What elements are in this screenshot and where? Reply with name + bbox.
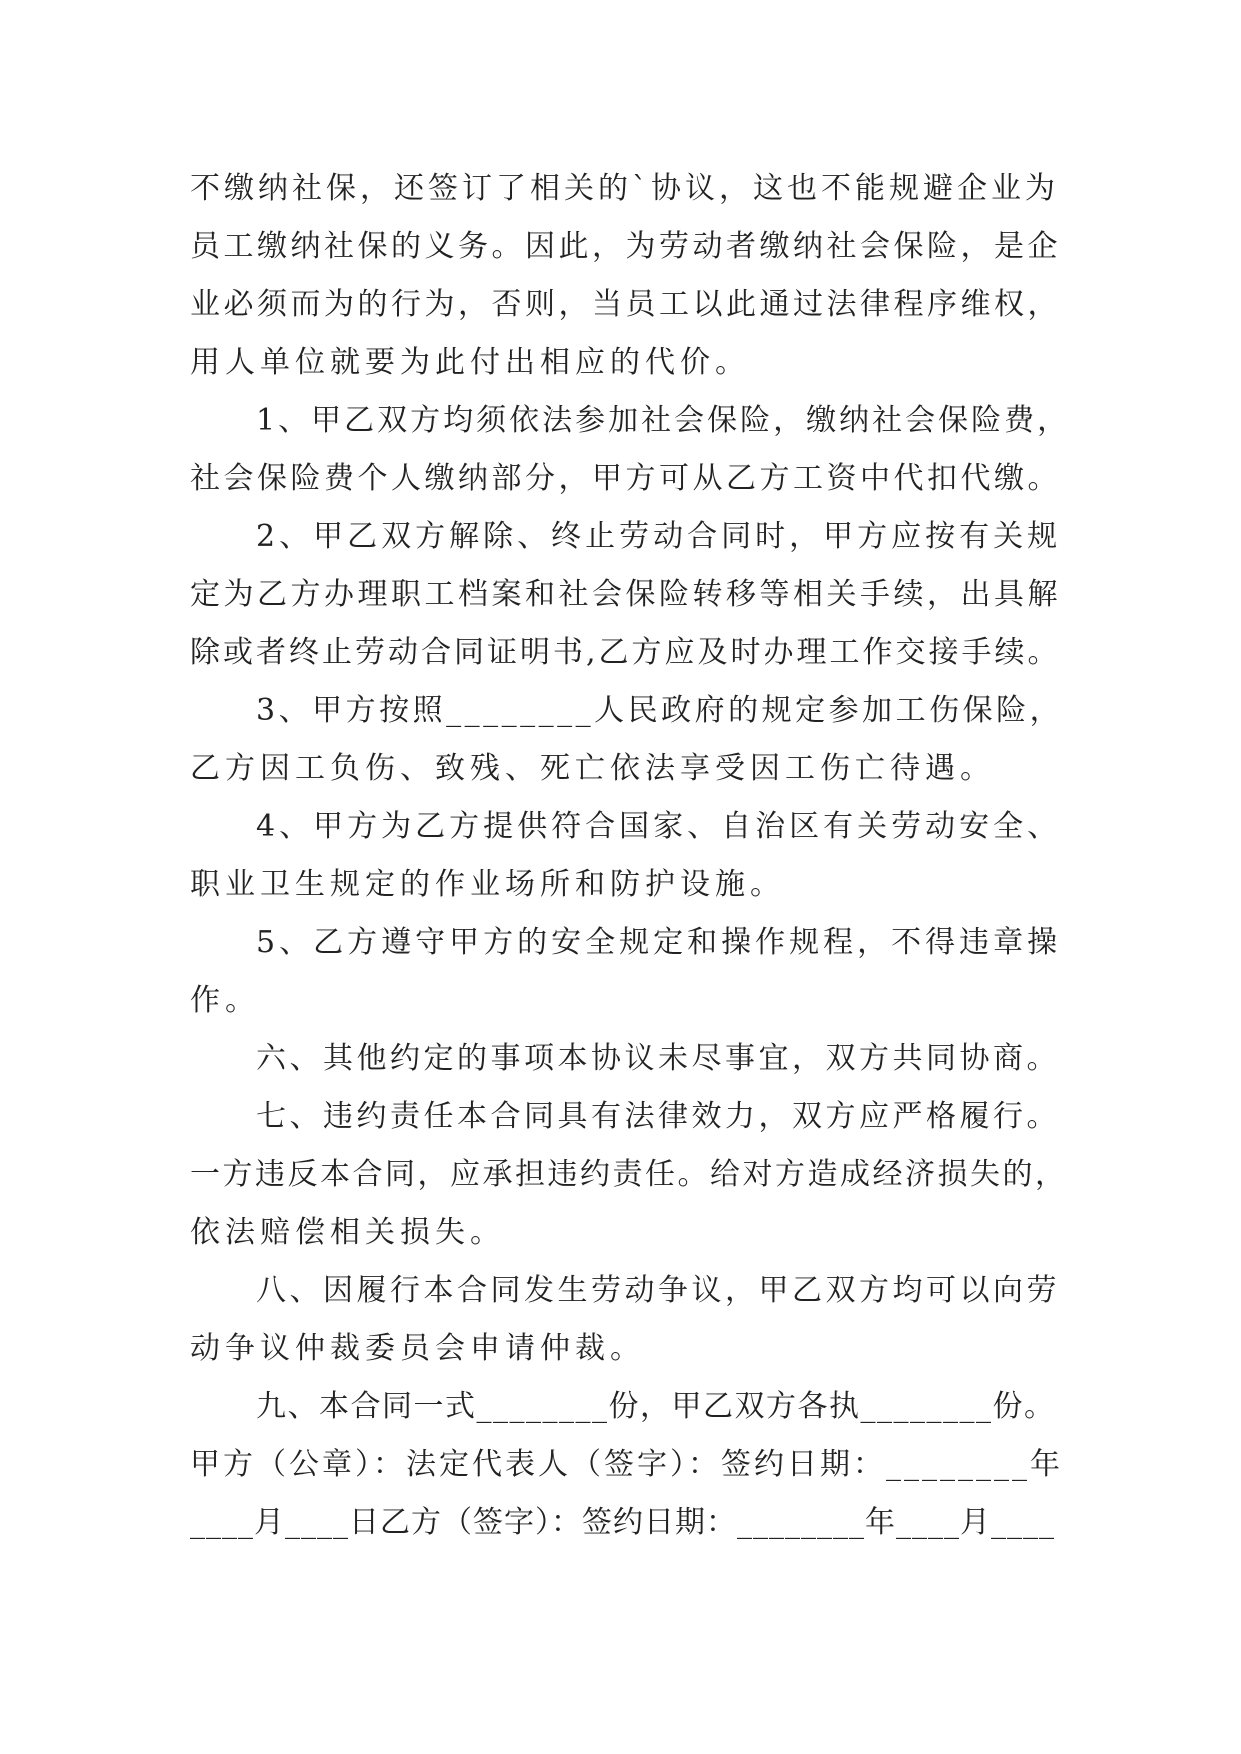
text-line: 一方违反本合同，应承担违约责任。给对方造成经济损失的，	[190, 1157, 1068, 1192]
text-line: 员工缴纳社保的义务。因此，为劳动者缴纳社会保险，是企	[190, 229, 1061, 264]
text-line: 依法赔偿相关损失。	[190, 1215, 505, 1250]
text-line: 动争议仲裁委员会申请仲裁。	[190, 1331, 645, 1366]
text-line: 业必须而为的行为，否则，当员工以此通过法律程序维权，	[190, 287, 1061, 322]
text-line: ____月____日乙方（签字）：签约日期：________年____月____	[190, 1505, 1055, 1540]
text-line: 九、本合同一式________份，甲乙双方各执________份。	[256, 1389, 1056, 1424]
text-line: 作。	[190, 983, 260, 1018]
text-line: 甲方（公章）：法定代表人（签字）：签约日期：________年	[190, 1447, 1063, 1482]
text-line: 六、其他约定的事项本协议未尽事宜，双方共同协商。	[256, 1041, 1060, 1076]
text-line: 社会保险费个人缴纳部分，甲方可从乙方工资中代扣代缴。	[190, 461, 1061, 496]
text-line: 4、甲方为乙方提供符合国家、自治区有关劳动安全、	[256, 809, 1062, 844]
text-line: 2、甲乙双方解除、终止劳动合同时，甲方应按有关规	[256, 519, 1062, 554]
text-line: 用人单位就要为此付出相应的代价。	[190, 345, 750, 380]
text-line: 5、乙方遵守甲方的安全规定和操作规程，不得违章操	[256, 925, 1062, 960]
text-line: 八、因履行本合同发生劳动争议，甲乙双方均可以向劳	[256, 1273, 1060, 1308]
text-line: 不缴纳社保，还签订了相关的`协议，这也不能规避企业为	[190, 171, 1059, 206]
text-line: 除或者终止劳动合同证明书,乙方应及时办理工作交接手续。	[190, 635, 1061, 670]
text-line: 职业卫生规定的作业场所和防护设施。	[190, 867, 785, 902]
text-line: 七、违约责任本合同具有法律效力，双方应严格履行。	[256, 1099, 1060, 1134]
text-line: 3、甲方按照________人民政府的规定参加工伤保险，	[256, 693, 1064, 728]
document-body	[190, 160, 1070, 1552]
text-line: 定为乙方办理职工档案和社会保险转移等相关手续，出具解	[190, 577, 1061, 612]
text-line: 1、甲乙双方均须依法参加社会保险，缴纳社会保险费，	[256, 403, 1071, 438]
text-line: 乙方因工负伤、致残、死亡依法享受因工伤亡待遇。	[190, 751, 995, 786]
